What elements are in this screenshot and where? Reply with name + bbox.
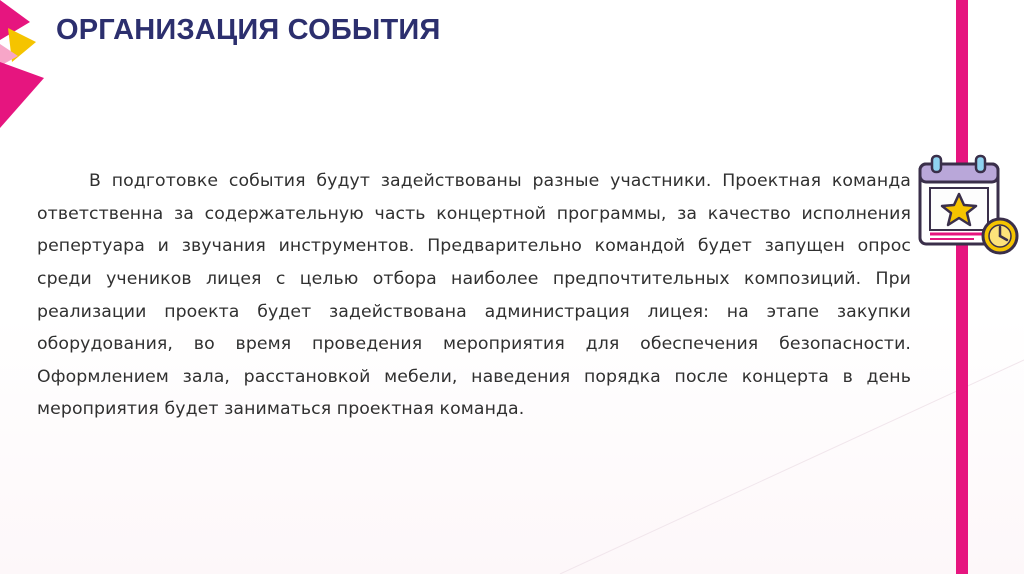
calendar-star-clock-icon xyxy=(914,150,1024,260)
body-paragraph: В подготовке события будут задействованы разные участники. Проектная команда ответственна за содержательную часть концертной программы, за качество исполнения репертуара и звучания инструментов. Предварительно командой будет запущен опрос среди учеников лицея с целью отбора наиболее предпочтительных композиций. При реализации проекта будет задействована администрация лицея: на этапе закупки оборудования, во время проведения мероприятия для обеспечения безопасности. Оформлением зала, расстановкой мебели, наведения порядка после концерта в день мероприятия будет заниматься проектная команда. xyxy=(37,171,911,420)
corner-triangles-decoration xyxy=(0,0,60,140)
pink-triangle-bottom xyxy=(0,62,44,128)
vertical-accent-bar xyxy=(956,0,968,574)
slide-title: ОРГАНИЗАЦИЯ СОБЫТИЯ xyxy=(56,14,441,46)
